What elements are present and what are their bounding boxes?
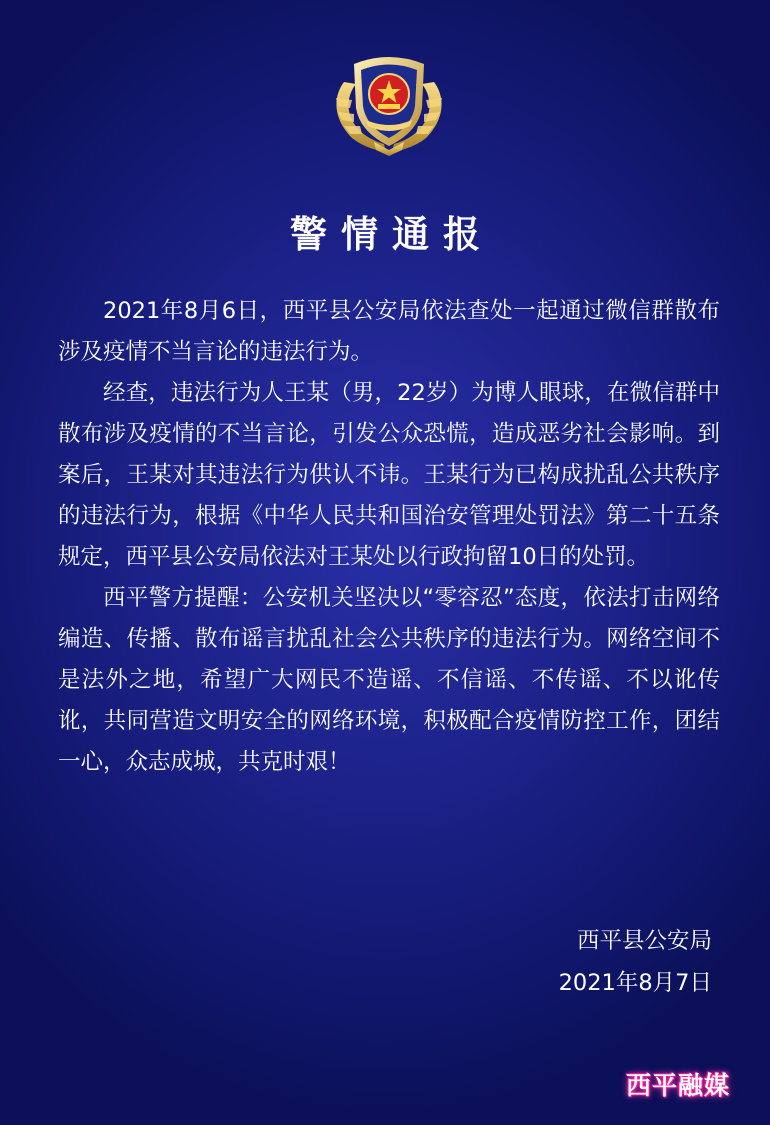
issuer-name: 西平县公安局 bbox=[576, 928, 712, 954]
signature-block bbox=[559, 920, 712, 1004]
media-watermark: 西平融媒 bbox=[625, 1071, 730, 1100]
page-title: 警情通报 bbox=[290, 213, 494, 256]
issue-date: 2021年8月7日 bbox=[558, 970, 712, 996]
notice-body bbox=[58, 291, 720, 783]
paragraph-reminder: 西平警方提醒：公安机关坚决以“零容忍”态度，依法打击网络编造、传播、散布谣言扰乱社会公共秩序的违法行为。网络空间不是法外之地，希望广大网民不造谣、不信谣、不传谣、不以讹传讹，共同营造文明安全的网络环境，积极配合疫情防控工作，团结一心，众志成城，共克时艰！ bbox=[58, 585, 720, 775]
police-emblem-icon bbox=[326, 50, 452, 158]
paragraph-investigation: 经查，违法行为人王某（男，22岁）为博人眼球，在微信群中散布涉及疫情的不当言论，引发公众恐慌，造成恶劣社会影响。到案后，王某对其违法行为供认不讳。王某行为已构成扰乱公共秩序的违法行为，根据《中华人民共和国治安管理处罚法》第二十五条规定，西平县公安局依法对王某处以行政拘留10日的处罚。 bbox=[58, 380, 720, 570]
paragraph-intro: 2021年8月6日，西平县公安局依法查处一起通过微信群散布涉及疫情不当言论的违法行为。 bbox=[58, 298, 720, 365]
